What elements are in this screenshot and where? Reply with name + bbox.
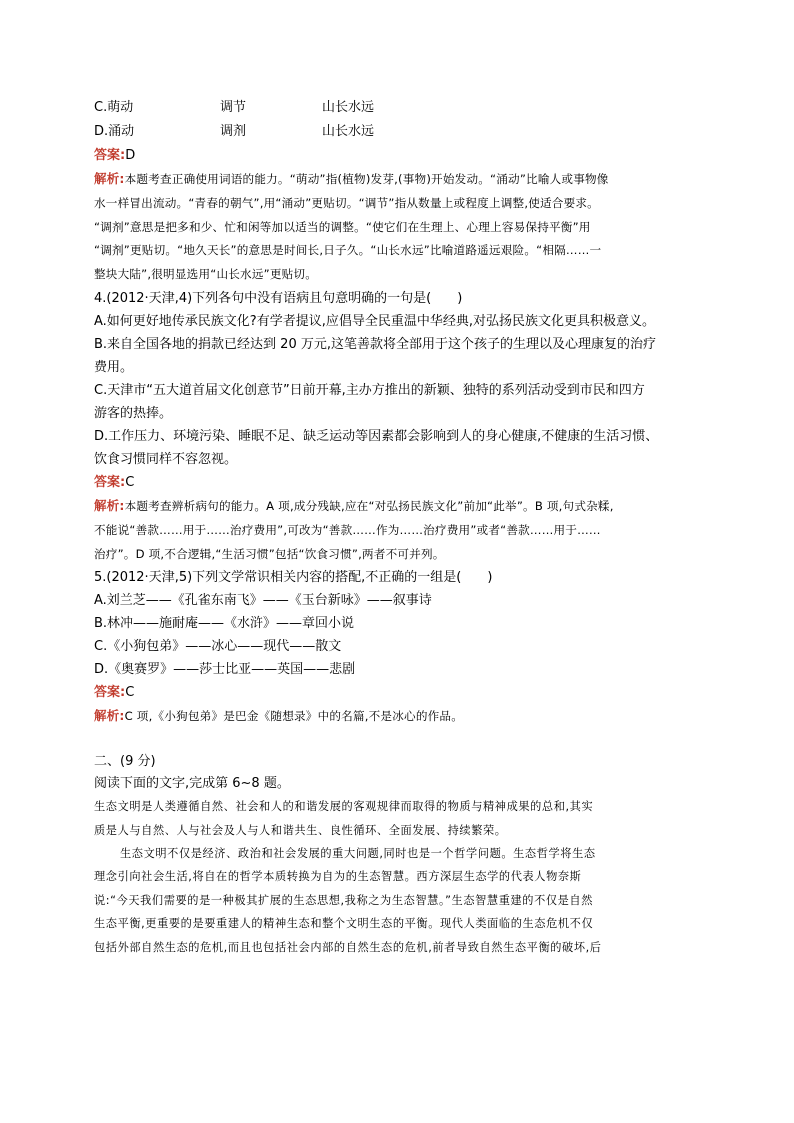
paragraph-line: 质是人与自然、人与社会及人与人和谐共生、良性循环、全面发展、持续繁荣。 xyxy=(94,823,507,837)
answer-value: D xyxy=(125,148,136,163)
paragraph-line: 生态平衡,更重要的是要重建人的精神生态和整个文明生态的平衡。现代人类面临的生态危机不仅 xyxy=(94,917,594,931)
q5-option-b: B.林冲——施耐庵——《水浒》——章回小说 xyxy=(94,616,355,632)
reading-paragraph-2 xyxy=(94,842,700,959)
explanation-line: 解析:本题考查辨析病句的能力。A 项,成分残缺,应在“对弘扬民族文化”前加“此举”。B 项,句式杂糅, xyxy=(94,497,614,513)
paragraph-line: 生态文明是人类遵循自然、社会和人的和谐发展的客观规律而取得的物质与精神成果的总和,其实 xyxy=(94,800,594,814)
q5-option-c: C.《小狗包弟》——冰心——现代——散文 xyxy=(94,639,342,655)
q4-option-a: A.如何更好地传承民族文化?有学者提议,应倡导全民重温中华经典,对弘扬民族文化更具积极意义。 xyxy=(94,313,655,329)
q5-option-d: D.《奥赛罗》——莎士比亚——英国——悲剧 xyxy=(94,662,356,678)
explanation-line: 水一样冒出流动。“青春的朝气”,用“涌动”更贴切。“调节”指从数量上或程度上调整,使适合要求。 xyxy=(94,195,599,210)
explanation-line: 治疗”。D 项,不合逻辑,“生活习惯”包括“饮食习惯”,两者不可并列。 xyxy=(94,546,445,561)
q3-explanation xyxy=(94,167,700,287)
reading-paragraph-1 xyxy=(94,795,700,842)
section-2-instruction: 阅读下面的文字,完成第 6~8 题。 xyxy=(94,776,290,792)
q4-stem: 4.(2012·天津,4)下列各句中没有语病且句意明确的一句是( ) xyxy=(94,290,463,306)
explanation-line: 整块大陆”,很明显选用“山长水远”更贴切。 xyxy=(94,267,317,282)
option-label: D.涌动 xyxy=(94,124,135,139)
explanation-key: 解析: xyxy=(94,708,125,724)
answer-value: C xyxy=(125,685,135,701)
q4-option-d-cont: 饮食习惯同样不容忽视。 xyxy=(94,451,238,467)
q4-option-d: D.工作压力、环境污染、睡眠不足、缺乏运动等因素都会影响到人的身心健康,不健康的生活习惯、 xyxy=(94,428,659,444)
explanation-line: 解析:本题考查正确使用词语的能力。“萌动”指(植物)发芽,(事物)开始发动。“涌动”比喻人或事物像 xyxy=(94,171,609,186)
paragraph-line: 说:“今天我们需要的是一种极其扩展的生态思想,我称之为生态智慧。”生态智慧重建的不仅是自然 xyxy=(94,893,594,907)
section-spacer xyxy=(94,729,700,751)
option-word-3: 山长水远 xyxy=(322,124,375,139)
q3-option-c xyxy=(94,96,700,120)
explanation-key: 解析: xyxy=(94,497,125,513)
explanation-key: 解析: xyxy=(94,171,125,186)
document-page xyxy=(94,96,700,959)
explanation-line: 不能说“善款……用于……治疗费用”,可改为“善款……作为……治疗费用”或者“善款……用于…… xyxy=(94,522,601,537)
answer-key: 答案: xyxy=(94,685,126,701)
q4-option-c: C.天津市“五大道首届文化创意节”日前开幕,主办方推出的新颖、独特的系列活动受到市民和四方 xyxy=(94,382,645,398)
paragraph-line: 理念引向社会生活,将自在的哲学本质转换为自为的生态智慧。西方深层生态学的代表人物奈斯 xyxy=(94,870,582,884)
q3-option-d xyxy=(94,120,700,144)
q4-option-b-cont: 费用。 xyxy=(94,359,134,375)
option-label: C.萌动 xyxy=(94,100,134,115)
q4-option-c-cont: 游客的热捧。 xyxy=(94,405,173,421)
option-word-2: 调剂 xyxy=(220,124,247,139)
answer-key: 答案: xyxy=(94,148,126,163)
q5-answer xyxy=(94,681,700,704)
q4-option-b: B.来自全国各地的捐款已经达到 20 万元,这笔善款将全部用于这个孩子的生理以及心理康复的治疗 xyxy=(94,336,656,352)
option-word-3: 山长水远 xyxy=(322,100,375,115)
q5-stem: 5.(2012·天津,5)下列文学常识相关内容的搭配,不正确的一组是( ) xyxy=(94,570,493,586)
paragraph-line: 包括外部自然生态的危机,而且也包括社会内部的自然生态的危机,前者导致自然生态平衡的破坏,后 xyxy=(94,940,602,954)
explanation-line: “调剂”更贴切。“地久天长”的意思是时间长,日子久。“山长水远”比喻道路遥远艰险。“相隔……一 xyxy=(94,243,602,258)
explanation-line: 解析:C 项,《小狗包弟》是巴金《随想录》中的名篇,不是冰心的作品。 xyxy=(94,708,463,724)
option-word-2: 调节 xyxy=(220,100,247,115)
q4-explanation xyxy=(94,494,700,566)
section-2-title: 二、(9 分) xyxy=(94,754,156,770)
answer-key: 答案: xyxy=(94,474,126,490)
q3-answer xyxy=(94,144,700,167)
paragraph-line: 生态文明不仅是经济、政治和社会发展的重大问题,同时也是一个哲学问题。生态哲学将生态 xyxy=(120,846,596,860)
q4-answer xyxy=(94,471,700,494)
answer-value: C xyxy=(125,474,135,490)
q5-explanation xyxy=(94,704,700,729)
explanation-line: “调剂”意思是把多和少、忙和闲等加以适当的调整。“使它们在生理上、心理上容易保持平衡”用 xyxy=(94,219,591,234)
q5-option-a: A.刘兰芝——《孔雀东南飞》——《玉台新咏》——叙事诗 xyxy=(94,593,432,609)
